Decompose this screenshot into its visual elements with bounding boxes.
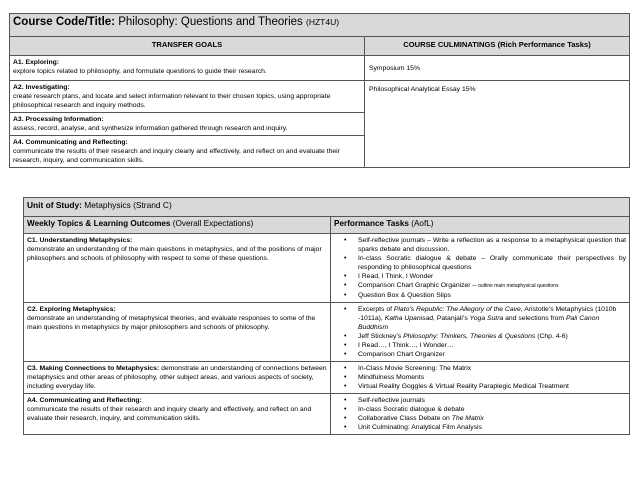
topic-a4 [24, 394, 331, 435]
task-text: (Chp. 4-6) [537, 333, 568, 340]
task-text: I Read…, I Think…, I Wonder… [358, 342, 454, 349]
culminatings-header: COURSE CULMINATINGS (Rich Performance Tasks) [365, 37, 630, 56]
culminating-symposium: Symposium 15% [365, 56, 630, 81]
task-item [335, 341, 626, 350]
task-item [335, 364, 626, 373]
task-text: In-class Socratic dialogue & debate [358, 406, 465, 413]
task-text: Yoga Sutra [469, 315, 504, 322]
tasks-c1 [331, 234, 630, 303]
task-item [335, 272, 626, 281]
goal-a4 [10, 136, 365, 168]
task-text: Mindfulness Moments [358, 374, 425, 381]
course-title: Philosophy: Questions and Theories [118, 16, 303, 28]
task-item [335, 305, 626, 332]
topic-title: A4. Communicating and Reflecting: [27, 397, 142, 404]
topics-header-bold: Weekly Topics & Learning Outcomes [27, 219, 171, 228]
tasks-c3 [331, 362, 630, 394]
goal-a3 [10, 113, 365, 136]
topic-title: C3. Making Connections to Metaphysics: [27, 365, 160, 372]
course-code: (HZT4U) [305, 17, 340, 27]
task-item [335, 332, 626, 341]
topics-header-rest: (Overall Expectations) [172, 219, 254, 228]
task-text: In-class Socratic dialogue & debate – Orally communicate their perspectives by responding to philosophical questions [358, 255, 627, 271]
goal-title: A2. Investigating: [13, 84, 70, 91]
task-text: Unit Culminating: Analytical Film Analysis [358, 424, 482, 431]
task-text: Pali Canon Buddhism [358, 315, 600, 331]
task-item [335, 405, 626, 414]
task-text: Philosophy: Thinkers, Theories & Questions [403, 333, 536, 340]
task-text: Self-reflective journals – Write a reflection as a response to a metaphysical question that sparks debate and discussion. [358, 237, 627, 253]
task-text: Excerpts of [358, 306, 392, 313]
goal-a1 [10, 56, 365, 81]
task-item [335, 396, 626, 405]
unit-table [23, 197, 630, 435]
task-item [335, 423, 626, 432]
topic-c2 [24, 303, 331, 362]
transfer-goals-table [9, 13, 630, 168]
transfer-goals-header: TRANSFER GOALS [10, 37, 365, 56]
task-text: Jeff Stickney’s [358, 333, 402, 340]
task-text: Self-reflective journals [358, 397, 425, 404]
task-item [335, 350, 626, 359]
topics-header [24, 217, 331, 234]
goal-title: A4. Communicating and Reflecting: [13, 139, 128, 146]
tasks-header-bold: Performance Tasks [334, 219, 409, 228]
unit-title-bar [24, 198, 630, 217]
topic-c3 [24, 362, 331, 394]
goal-text: explore topics related to philosophy, and formulate questions to guide their research. [13, 68, 267, 75]
task-text: and selections from [505, 315, 565, 322]
task-note: outline main metaphysical questions [478, 283, 559, 289]
unit-title: Metaphysics (Strand C) [84, 200, 172, 210]
task-item [335, 373, 626, 382]
tasks-header-rest: (AofL) [411, 219, 434, 228]
task-item [335, 414, 626, 423]
goal-text: communicate the results of their research and inquiry clearly and effectively, and reflect on and evaluate their research, inquiry, and communication skills. [13, 148, 340, 164]
task-item [335, 254, 626, 272]
tasks-header [331, 217, 630, 234]
goal-title: A3. Processing Information: [13, 116, 104, 123]
topic-text: demonstrate an understanding of the main questions in metaphysics, and of the positions of major philosophers and schools of philosophy with respect to some of these questions. [27, 246, 322, 262]
topic-text: demonstrate an understanding of connections between metaphysics and other areas of philosophy, other subject areas, and various aspects of society, including everyday life. [27, 365, 327, 390]
task-text: Aristotle’s Metaphysics (1010b -1011a), [358, 306, 617, 322]
task-text: I Read, I Think, I Wonder [358, 273, 434, 280]
task-text: Question Box & Question Slips [358, 292, 451, 299]
topic-c1 [24, 234, 331, 303]
task-item [335, 291, 626, 300]
course-label: Course Code/Title: [13, 16, 116, 28]
culminating-essay: Philosophical Analytical Essay 15% [365, 81, 630, 168]
goal-text: create research plans, and locate and select information relevant to their chosen topics, using appropriate philosophical research and inquiry methods. [13, 93, 331, 109]
topic-text: communicate the results of their research and inquiry clearly and effectively, and reflect on and evaluate their research, inquiry, and communication skills. [27, 406, 312, 422]
task-text: Plato’s Republic: The Allegory of the Cave, [393, 306, 523, 313]
task-text: Comparison Chart Organizer [358, 351, 445, 358]
goal-title: A1. Exploring: [13, 59, 60, 66]
task-text: The Matrix [451, 415, 484, 422]
unit-label: Unit of Study: [27, 200, 82, 210]
task-item [335, 236, 626, 254]
task-text: In-Class Movie Screening: The Matrix [358, 365, 472, 372]
tasks-c2 [331, 303, 630, 362]
topic-title: C2. Exploring Metaphysics: [27, 306, 116, 313]
course-title-bar [10, 14, 630, 37]
task-text: Patanjali’s [436, 315, 468, 322]
task-item [335, 382, 626, 391]
task-text: Katha Upanisad, [384, 315, 435, 322]
topic-text: demonstrate an understanding of metaphysical theories, and evaluate responses to some of the main questions in metaphysics by major philosophers and schools of philosophy. [27, 315, 316, 331]
task-text: Virtual Reality Goggles & Virtual Reality Paraplegic Medical Treatment [358, 383, 569, 390]
task-text: Comparison Chart Graphic Organizer – [358, 282, 477, 289]
topic-title: C1. Understanding Metaphysics: [27, 237, 133, 244]
task-text: Collaborative Class Debate on [358, 415, 450, 422]
goal-text: assess, record, analyse, and synthesize information gathered through research and inquiry. [13, 125, 288, 132]
goal-a2 [10, 81, 365, 113]
tasks-a4 [331, 394, 630, 435]
task-item [335, 281, 626, 291]
